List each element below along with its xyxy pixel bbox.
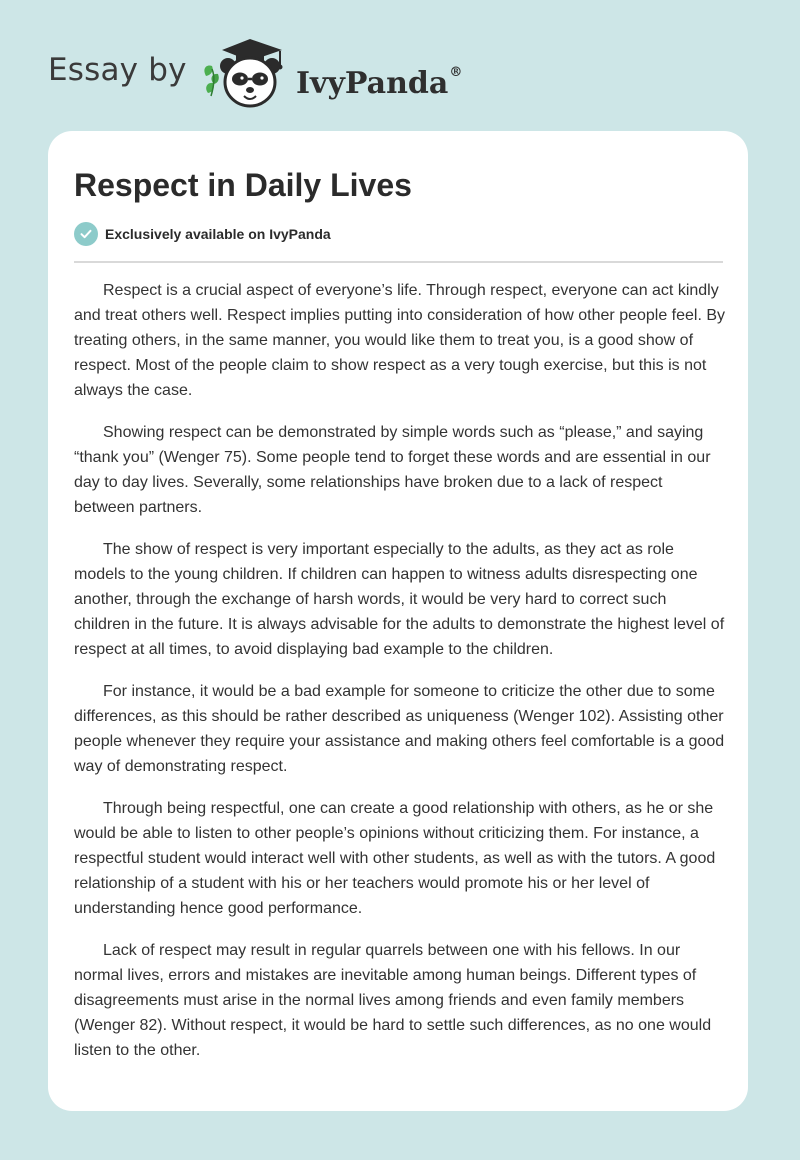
brand-label: IvyPanda: [296, 66, 449, 101]
essay-by-label: Essay by: [48, 52, 187, 88]
exclusive-badge: [74, 222, 331, 246]
check-icon: [74, 222, 98, 246]
brand-name[interactable]: [296, 54, 462, 103]
paragraph: Lack of respect may result in regular quarrels between one with his fellows. In our normal lives, errors and mistakes are inevitable among human beings. Different types of disagreements must arise in the normal lives among friends and even family members (Wenger 82). Without respect, it would be hard to settle such differences, as no one would listen to the other.: [74, 942, 712, 1059]
registered-mark: ®: [449, 65, 463, 80]
essay-body: [74, 278, 726, 1080]
ivypanda-logo-icon[interactable]: [200, 36, 292, 110]
paragraph: For instance, it would be a bad example for someone to criticize the other due to some differences, as this should be rather described as uniqueness (Wenger 102). Assisting other people whenever they require your assistance and making others feel comfortable is a good way of demonstrating respect.: [74, 683, 725, 775]
essay-card: [48, 131, 748, 1111]
ivy-leaf-icon: [204, 66, 218, 96]
paragraph: Through being respectful, one can create a good relationship with others, as he or she would be able to listen to other people’s opinions without criticizing them. For instance, a respectful student would interact well with other students, as well as with the tutors. A good relationship of a student with his or her teachers would promote his or her level of understanding hence good performance.: [74, 800, 716, 917]
essay-title: Respect in Daily Lives: [74, 167, 412, 203]
site-header: [0, 0, 800, 130]
paragraph: The show of respect is very important especially to the adults, as they act as role models to the young children. If children can happen to witness adults disrespecting one another, through the exchange of harsh words, it would be very hard to correct such children in the future. It is always advisable for the adults to demonstrate the highest level of respect at all times, to avoid displaying bad example to the children.: [74, 541, 725, 658]
badge-label: Exclusively available on IvyPanda: [105, 226, 331, 242]
paragraph: Respect is a crucial aspect of everyone’s life. Through respect, everyone can act kindly and treat others well. Respect implies putting into consideration of how other people feel. By treating others, in the same manner, you would like them to treat you, is a good show of respect. Most of the people claim to show respect as a very tough exercise, but this is not always the case.: [74, 282, 726, 399]
divider: [74, 261, 723, 263]
paragraph: Showing respect can be demonstrated by simple words such as “please,” and saying “thank you” (Wenger 75). Some people tend to forget these words and are essential in our day to day lives. Severally, some relationships have broken due to a lack of respect between partners.: [74, 424, 711, 516]
